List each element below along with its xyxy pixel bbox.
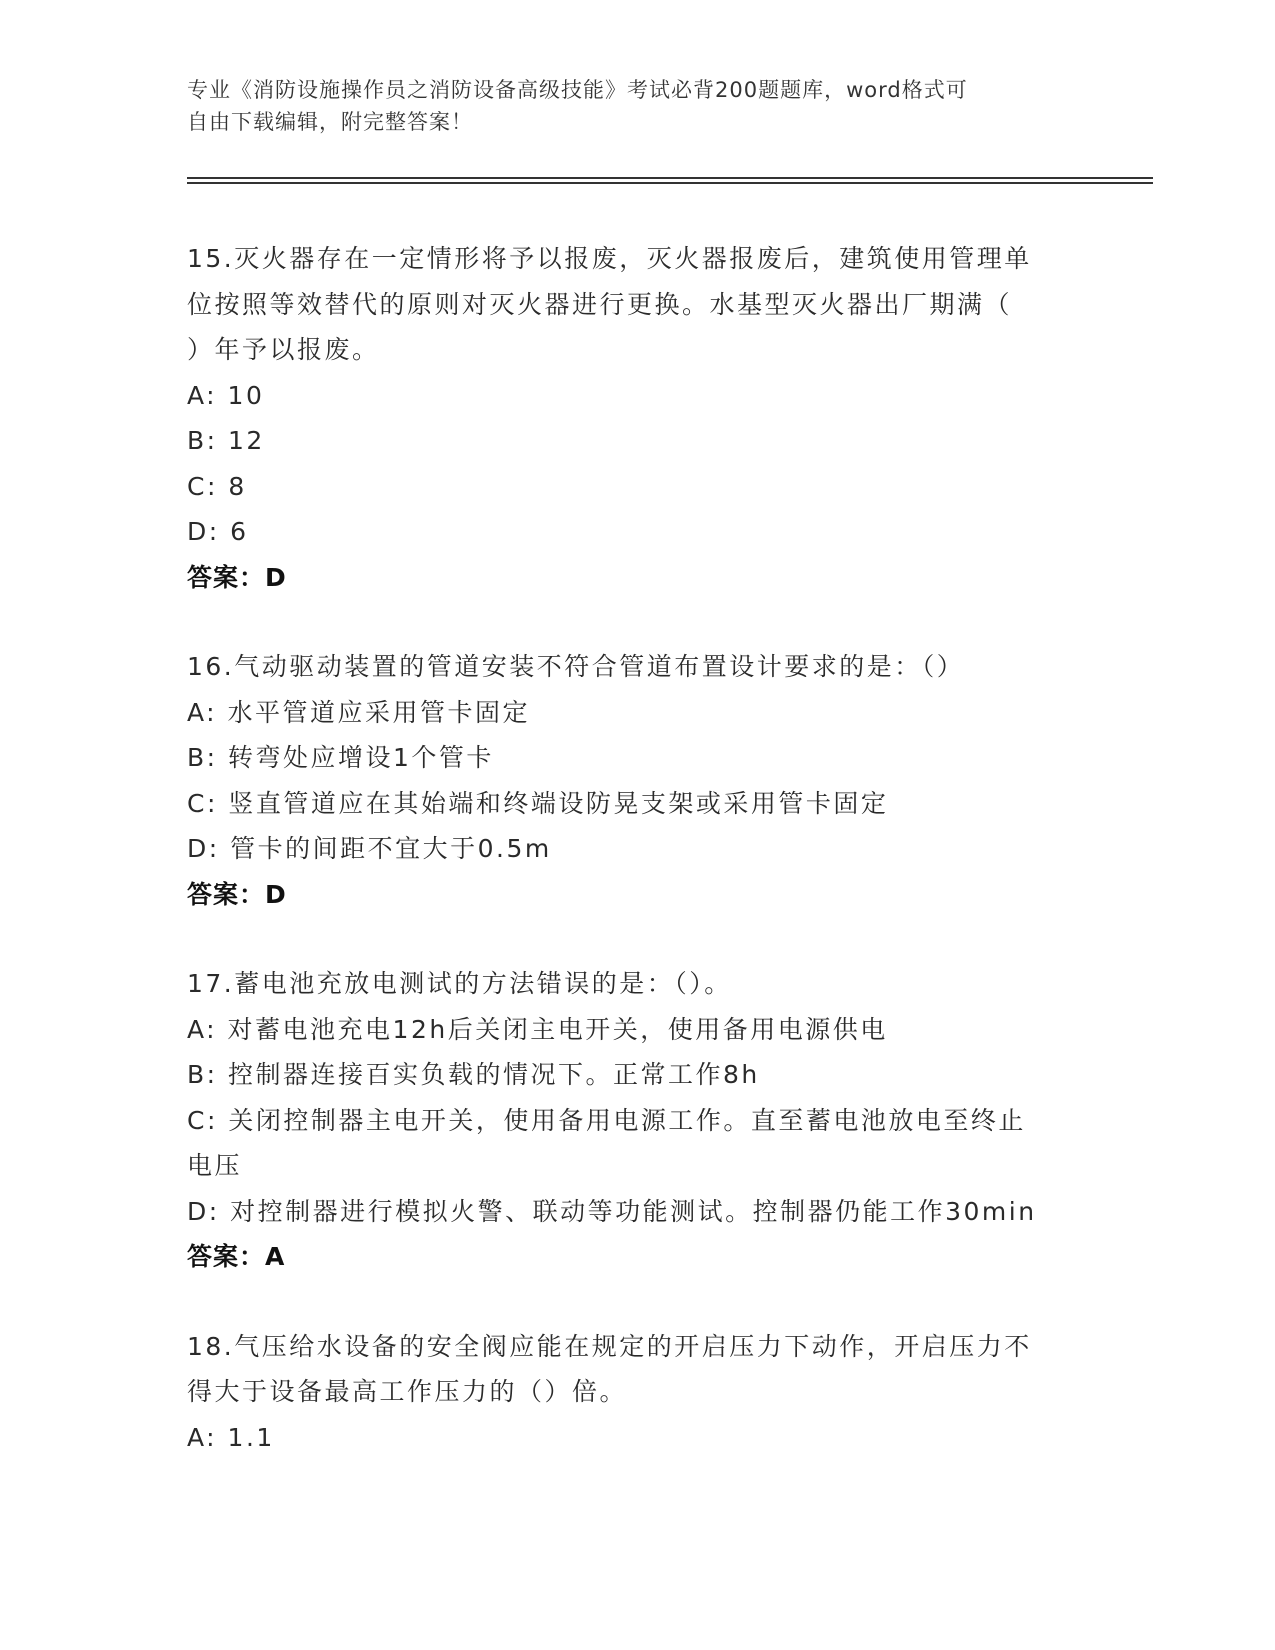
question-text-line: 位按照等效替代的原则对灭火器进行更换。水基型灭火器出厂期满（	[187, 289, 1013, 319]
option-c: C: 关闭控制器主电开关，使用备用电源工作。直至蓄电池放电至终止	[187, 1105, 1026, 1135]
option-c-continued: 电压	[187, 1151, 243, 1180]
header-line-1: 专业《消防设施操作员之消防设备高级技能》考试必背200题题库，word格式可	[187, 78, 968, 102]
question-text-line: 18.气压给水设备的安全阀应能在规定的开启压力下动作，开启压力不	[187, 1331, 1032, 1361]
answer: 答案：D	[187, 562, 287, 592]
question-15	[187, 236, 1087, 600]
option-a: A: 对蓄电池充电12h后关闭主电开关，使用备用电源供电	[187, 1014, 888, 1044]
option-a: A: 1.1	[187, 1422, 275, 1452]
option-c: C: 竖直管道应在其始端和终端设防晃支架或采用管卡固定	[187, 788, 889, 818]
question-text-line: 得大于设备最高工作压力的（）倍。	[187, 1377, 628, 1406]
option-a: A: 水平管道应采用管卡固定	[187, 697, 531, 727]
header-divider-bottom	[187, 182, 1153, 184]
option-b: B: 转弯处应增设1个管卡	[187, 743, 494, 772]
question-text-line: 16.气动驱动装置的管道安装不符合管道布置设计要求的是：（）	[187, 652, 965, 681]
answer: 答案：D	[187, 879, 287, 909]
option-d: D: 对控制器进行模拟火警、联动等功能测试。控制器仍能工作30min	[187, 1196, 1037, 1226]
option-a: A: 10	[187, 380, 265, 410]
document-header	[187, 74, 1087, 138]
question-text-line: 17.蓄电池充放电测试的方法错误的是：（）。	[187, 969, 732, 998]
option-b: B: 控制器连接百实负载的情况下。正常工作8h	[187, 1060, 760, 1089]
question-18	[187, 1324, 1087, 1461]
question-text-line: 15.灭火器存在一定情形将予以报废，灭火器报废后，建筑使用管理单	[187, 244, 1032, 273]
header-divider-top	[187, 177, 1153, 179]
option-d: D: 管卡的间距不宜大于0.5m	[187, 834, 552, 863]
question-list	[187, 236, 1087, 1460]
option-d: D: 6	[187, 517, 249, 546]
header-line-2: 自由下载编辑，附完整答案！	[187, 110, 473, 134]
question-17	[187, 961, 1087, 1280]
option-b: B: 12	[187, 426, 265, 455]
answer: 答案：A	[187, 1242, 286, 1271]
question-16	[187, 644, 1087, 917]
option-c: C: 8	[187, 471, 247, 501]
question-text-line: ）年予以报废。	[187, 335, 380, 364]
